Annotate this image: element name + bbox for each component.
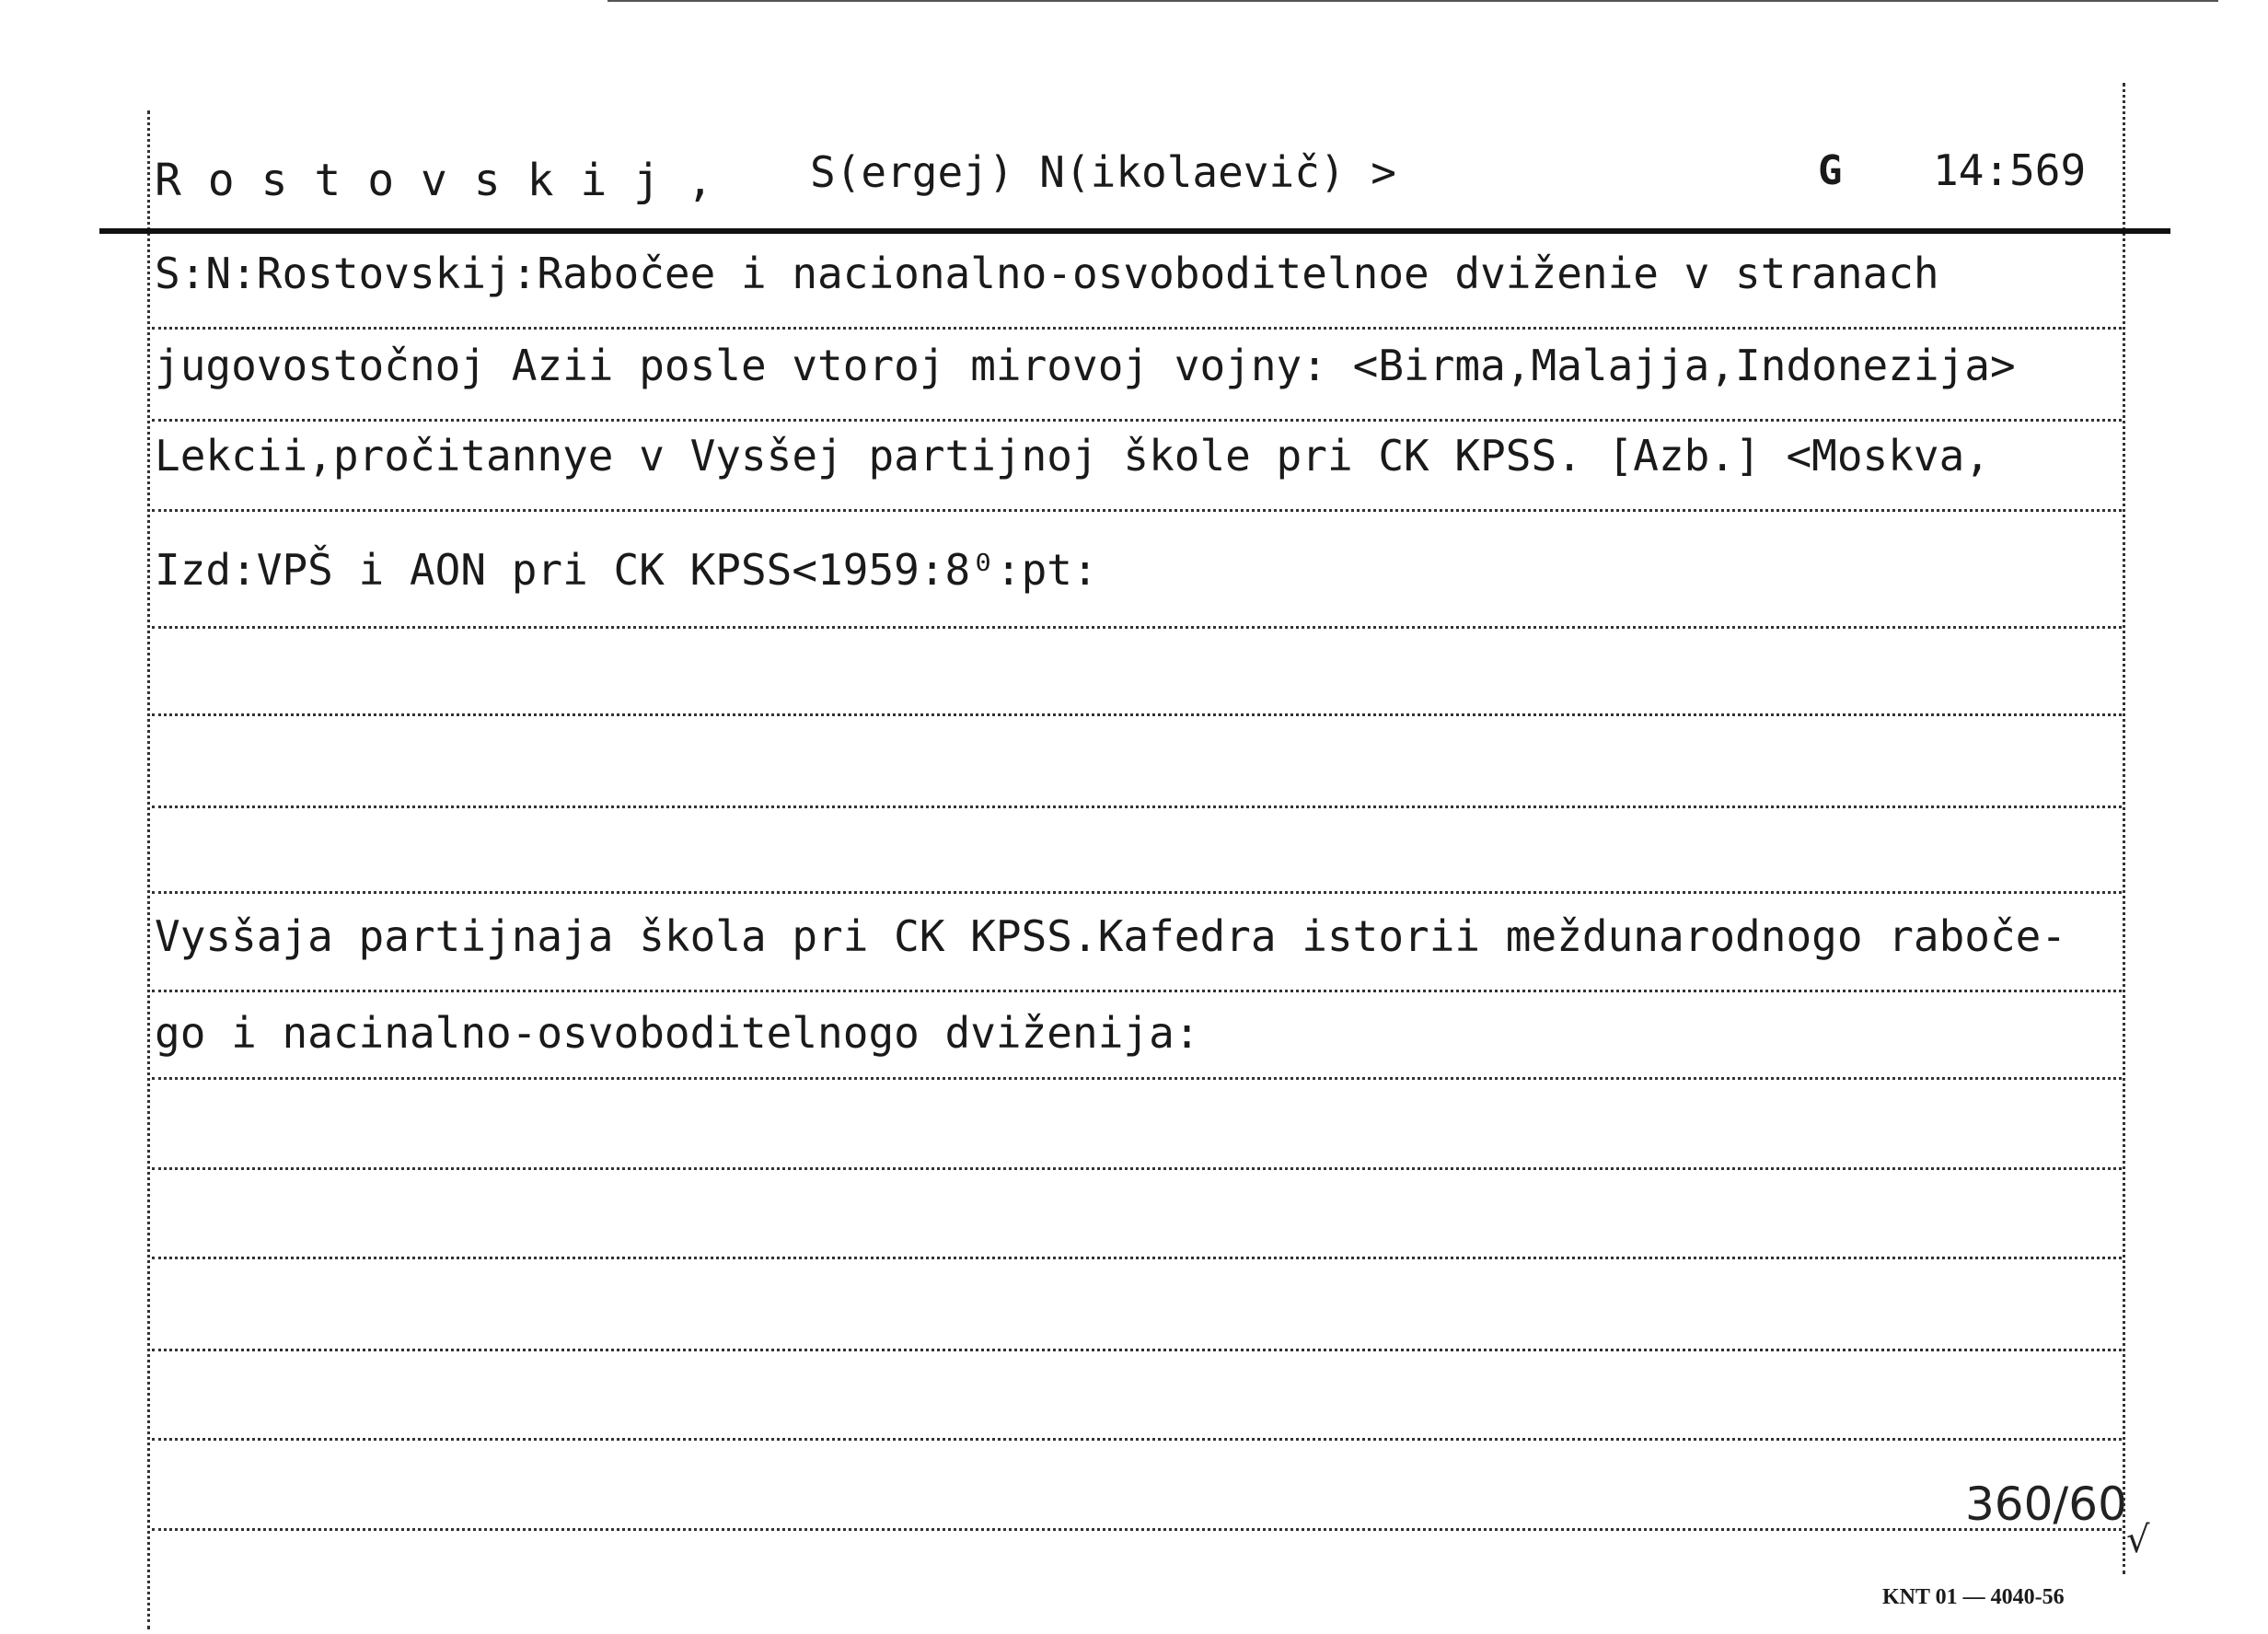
form-code: KNT 01 — 4040-56 xyxy=(1882,1585,2065,1609)
rule-1 xyxy=(152,327,2122,330)
rule-11 xyxy=(152,1257,2122,1259)
rule-14 xyxy=(152,1528,2122,1531)
body-line-3: Lekcii,pročitannye v Vysšej partijnoj škole pri CK KPSS. [Azb.] <Moskva, xyxy=(155,431,1990,481)
rule-13 xyxy=(152,1438,2122,1441)
body-line-2: jugovostočnoj Azii posle vtoroj mirovoj vojny: <Birma,Malajja,Indonezija> xyxy=(155,341,2016,390)
rule-2 xyxy=(152,419,2122,422)
left-margin-line xyxy=(147,110,150,1629)
note-line-1: Vysšaja partijnaja škola pri CK KPSS.Kafedra istorii meždunarodnogo raboče- xyxy=(155,911,2067,961)
rule-10 xyxy=(152,1167,2122,1170)
rule-12 xyxy=(152,1349,2122,1351)
heading-forenames: S(ergej) N(ikolaevič) > xyxy=(810,147,1396,197)
call-number: 14:569 xyxy=(1933,145,2087,195)
rule-8 xyxy=(152,990,2122,992)
rule-9 xyxy=(152,1077,2122,1080)
note-line-2: go i nacinalno-osvoboditelnogo dviženija: xyxy=(155,1008,1200,1058)
rule-3 xyxy=(152,509,2122,512)
heading-surname: R o s t o v s k i j , xyxy=(155,155,713,206)
handwritten-number: 360/60 xyxy=(1965,1478,2127,1531)
body-line-4: Izd:VPŠ i AON pri CK KPSS<1959:8⁰:pt: xyxy=(155,545,1098,595)
rule-5 xyxy=(152,713,2122,716)
right-margin-line xyxy=(2123,83,2125,1574)
rule-7 xyxy=(152,891,2122,894)
heading-rule xyxy=(99,228,2170,234)
top-edge-line xyxy=(608,0,2218,2)
rule-4 xyxy=(152,626,2122,629)
rule-6 xyxy=(152,805,2122,808)
body-line-1: S:N:Rostovskij:Rabočee i nacionalno-osvoboditelnoe dviženie v stranach xyxy=(155,249,1939,298)
call-number-prefix: G xyxy=(1818,147,1843,194)
check-mark-icon: √ xyxy=(2126,1519,2150,1561)
